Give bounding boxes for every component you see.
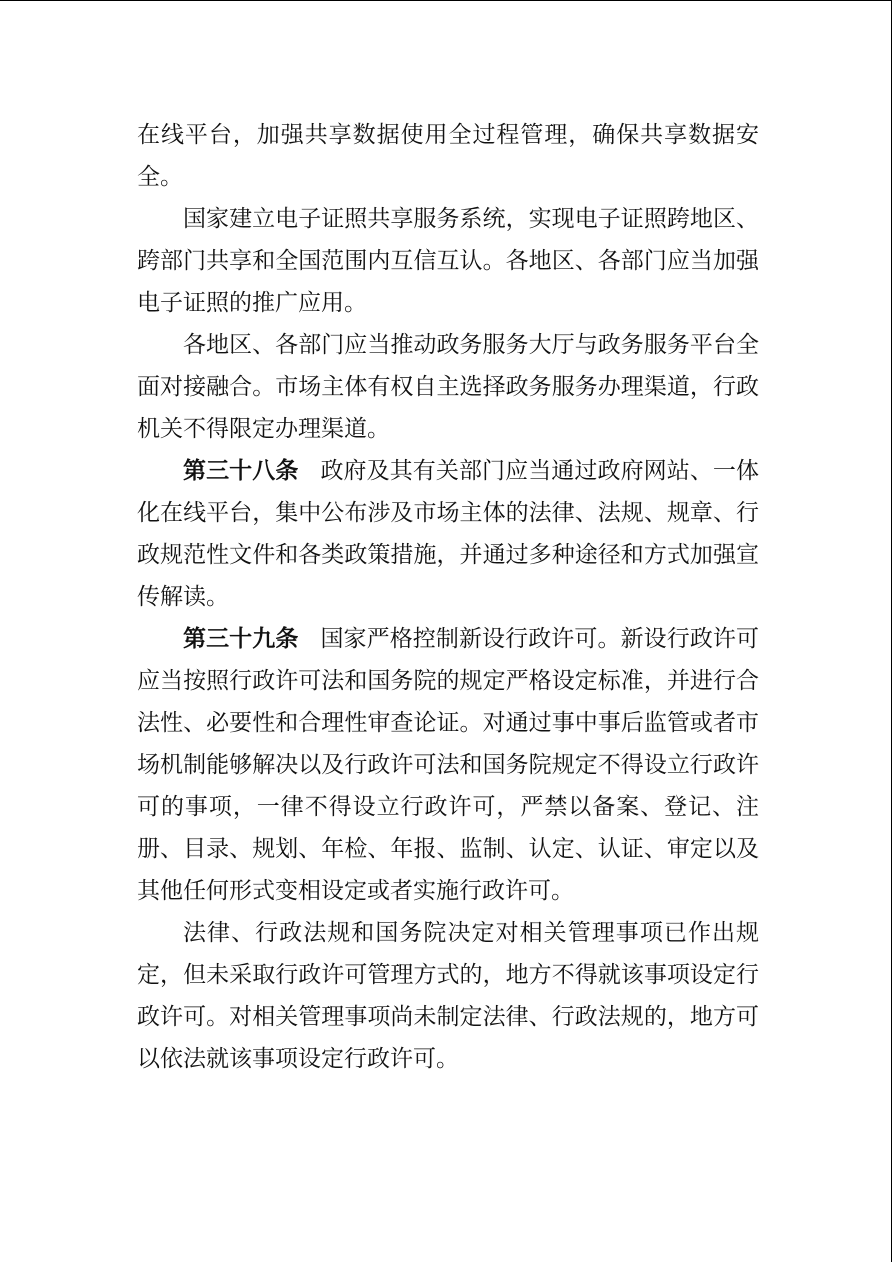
article-39-heading: 第三十九条 [183,626,299,652]
paragraph-3-text: 各地区、各部门应当推动政务服务大厅与政务服务平台全面对接融合。市场主体有权自主选择政务服务办理渠道，行政机关不得限定办理渠道。 [137,332,759,442]
article-38-text: 政府及其有关部门应当通过政府网站、一体化在线平台，集中公布涉及市场主体的法律、法规、规章、行政规范性文件和各类政策措施，并通过多种途径和方式加强宣传解读。 [137,458,760,610]
paragraph-2 [137,198,759,324]
article-39-text: 国家严格控制新设行政许可。新设行政许可应当按照行政许可法和国务院的规定严格设定标准，并进行合法性、必要性和合理性审查论证。对通过事中事后监管或者市场机制能够解决以及行政许可法和国务院规定不得设立行政许可的事项，一律不得设立行政许可，严禁以备案、登记、注册、目录、规划、年检、年报、监制、认定、认证、审定以及其他任何形式变相设定或者实施行政许可。 [137,626,760,904]
paragraph-1-text: 在线平台，加强共享数据使用全过程管理，确保共享数据安全。 [137,122,759,190]
article-38 [137,450,759,618]
paragraph-6 [137,912,759,1080]
article-39 [137,618,759,912]
paragraph-6-text: 法律、行政法规和国务院决定对相关管理事项已作出规定，但未采取行政许可管理方式的，地方不得就该事项设定行政许可。对相关管理事项尚未制定法律、行政法规的，地方可以依法就该事项设定行政许可。 [137,920,759,1072]
article-38-heading: 第三十八条 [183,458,299,484]
paragraph-2-text: 国家建立电子证照共享服务系统，实现电子证照跨地区、跨部门共享和全国范围内互信互认。各地区、各部门应当加强电子证照的推广应用。 [137,206,759,316]
document-body [137,114,759,1080]
paragraph-3 [137,324,759,450]
paragraph-1 [137,114,759,198]
